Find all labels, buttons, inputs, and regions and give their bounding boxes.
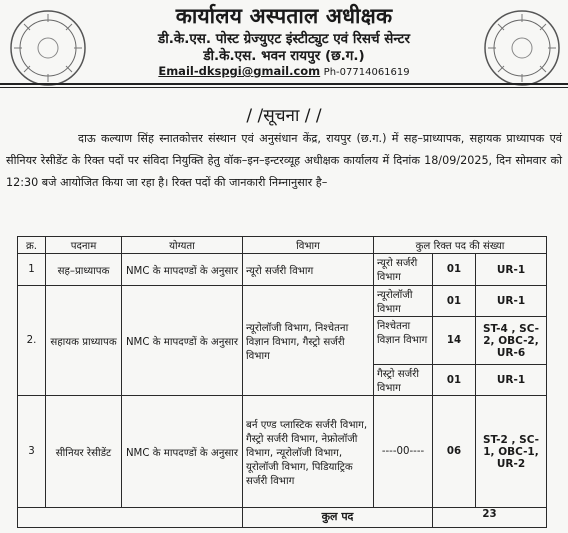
row-post: सीनियर रेसीडेंट — [46, 396, 122, 508]
sub-department: ----00---- — [374, 396, 433, 508]
row-sno: 3 — [18, 396, 46, 508]
sub-department: निश्चेतना विज्ञान विभाग — [374, 317, 433, 365]
sub-count: 01 — [433, 365, 476, 396]
contact-line — [0, 64, 568, 78]
total-label: कुल पद — [243, 508, 433, 528]
row-department: न्यूरोलॉजी विभाग, निश्चेतना विज्ञान विभाग, गैस्ट्रो सर्जरी विभाग — [243, 286, 374, 396]
header-vacancy: कुल रिक्त पद की संख्या — [374, 237, 547, 254]
vacancy-table — [17, 236, 547, 528]
header-department: विभाग — [243, 237, 374, 254]
institute-name: डी.के.एस. पोस्ट ग्रेज्युएट इंस्टीट्युट एवं रिसर्च सेन्टर — [158, 31, 410, 47]
sub-count: 14 — [433, 317, 476, 365]
sub-count: 01 — [433, 286, 476, 317]
sub-category: UR-1 — [476, 286, 547, 317]
row-department: बर्न एण्ड प्लास्टिक सर्जरी विभाग, गैस्ट्रो सर्जरी विभाग, नेफ्रोलॉजी विभाग, न्यूरोलॉजी विभाग, यूरोलॉजी विभाग, पिडियाट्रिक सर्जरी विभाग — [243, 396, 374, 508]
sub-count: 01 — [433, 254, 476, 286]
sub-category: UR-1 — [476, 365, 547, 396]
header-divider — [0, 83, 568, 85]
row-department: न्यूरो सर्जरी विभाग — [243, 254, 374, 286]
row-sno: 1 — [18, 254, 46, 286]
sub-department: गैस्ट्रो सर्जरी विभाग — [374, 365, 433, 396]
notice-paragraph: दाऊ कल्याण सिंह स्नातकोत्तर संस्थान एवं अनुसंधान केंद्र, रायपुर (छ.ग.) में सह–प्राध्यापक, सहायक प्राध्यापक एवं सीनियर रेसीडेंट के रिक्त पदों पर संविदा नियुक्ति हेतु वॉक–इन–इन्टरव्यूह अधीक्षक कार्यालय में दिनांक 18/09/2025, दिन सोमवार को 12:30 बजे आयोजित किया जा रहा है। रिक्त पदों की जानकारी निम्नानुसार है– — [6, 132, 562, 189]
sub-department: न्यूरोलॉजी विभाग — [374, 286, 433, 317]
total-row — [18, 508, 547, 528]
sub-count: 06 — [433, 396, 476, 508]
row-post: सहायक प्राध्यापक — [46, 286, 122, 396]
header-post: पदनाम — [46, 237, 122, 254]
header-sno: क्र. — [18, 237, 46, 254]
office-title: कार्यालय अस्पताल अधीक्षक — [175, 4, 393, 28]
table-row — [18, 254, 547, 286]
header-divider-thin — [0, 87, 568, 88]
row-qualification: NMC के मापदण्डों के अनुसार — [122, 254, 243, 286]
row-post: सह–प्राध्यापक — [46, 254, 122, 286]
row-sno: 2. — [18, 286, 46, 396]
sub-department: न्यूरो सर्जरी विभाग — [374, 254, 433, 286]
header-qualification: योग्यता — [122, 237, 243, 254]
sub-category: UR-1 — [476, 254, 547, 286]
sub-category: ST-2 , SC-1, OBC-1, UR-2 — [476, 396, 547, 508]
table-header-row — [18, 237, 547, 254]
table-row — [18, 396, 547, 508]
phone-number: Ph-07714061619 — [323, 67, 410, 78]
table-row — [18, 286, 547, 317]
notice-heading: / /सूचना / / — [246, 106, 322, 126]
total-value: 23 — [433, 508, 547, 528]
row-qualification: NMC के मापदण्डों के अनुसार — [122, 396, 243, 508]
row-qualification: NMC के मापदण्डों के अनुसार — [122, 286, 243, 396]
sub-category: ST-4 , SC-2, OBC-2, UR-6 — [476, 317, 547, 365]
email-link[interactable]: Email-dkspgi@gmail.com — [158, 64, 321, 78]
total-blank — [18, 508, 243, 528]
institute-address: डी.के.एस. भवन रायपुर (छ.ग.) — [203, 48, 365, 64]
